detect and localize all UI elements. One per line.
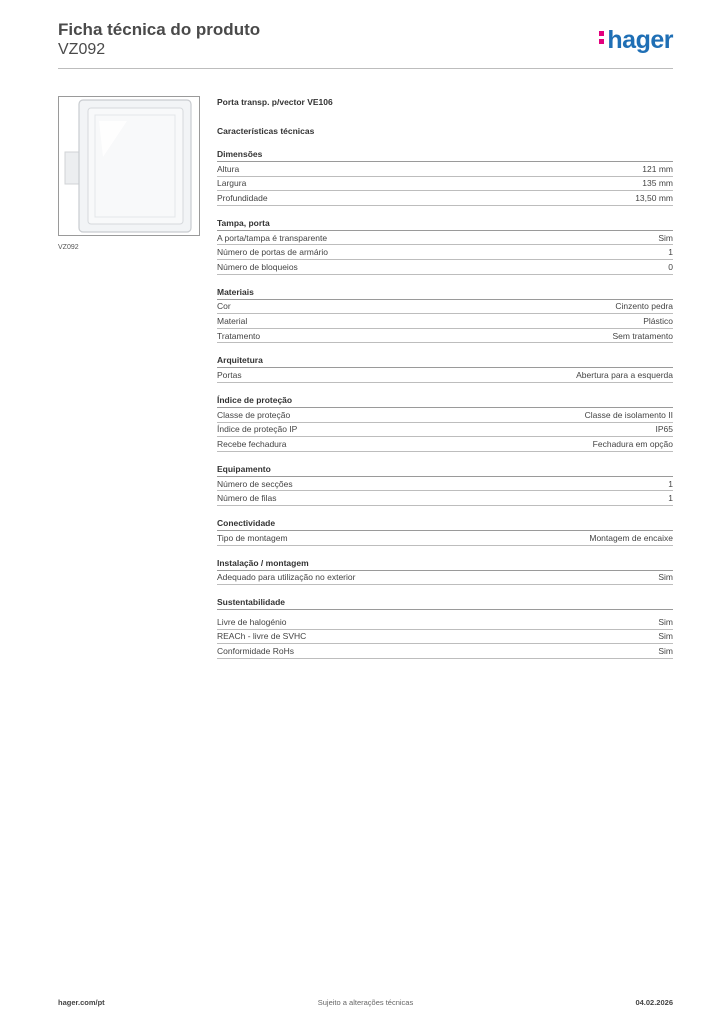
section-title: Materiais: [217, 286, 673, 300]
spec-value: Fechadura em opção: [592, 438, 673, 449]
spec-label: Número de filas: [217, 493, 277, 504]
spec-label: Cor: [217, 301, 231, 312]
spec-row: [217, 644, 673, 659]
section-title: Conectividade: [217, 517, 673, 531]
spec-row: [217, 630, 673, 645]
spec-label: Classe de proteção: [217, 409, 291, 420]
section-title: Tampa, porta: [217, 217, 673, 231]
section-title: Sustentabilidade: [217, 596, 673, 610]
spec-value: 121 mm: [642, 163, 673, 174]
spec-value: Plástico: [643, 315, 673, 326]
spec-row: [217, 300, 673, 315]
spec-section: [217, 463, 673, 506]
spec-row: [217, 329, 673, 344]
spec-value: 1: [668, 247, 673, 258]
spec-label: Número de secções: [217, 478, 293, 489]
footer-date: 04.02.2026: [635, 998, 673, 1007]
spec-row: [217, 177, 673, 192]
spec-value: Sem tratamento: [612, 330, 673, 341]
spec-section: [217, 286, 673, 344]
document-header: [58, 20, 673, 59]
spec-section: [217, 596, 673, 659]
spec-label: Número de portas de armário: [217, 247, 329, 258]
spec-label: Índice de proteção IP: [217, 424, 298, 435]
hager-logo: [599, 26, 673, 54]
spec-label: Altura: [217, 163, 240, 174]
spec-row: [217, 615, 673, 630]
footer-note: Sujeito a alterações técnicas: [317, 998, 414, 1007]
product-name: Porta transp. p/vector VE106: [217, 97, 333, 107]
spec-label: Tratamento: [217, 330, 261, 341]
spec-section: [217, 557, 673, 586]
logo-dots-icon: [599, 28, 605, 47]
image-caption: VZ092: [58, 244, 79, 251]
spec-row: [217, 531, 673, 546]
spec-label: Adequado para utilização no exterior: [217, 572, 356, 583]
spec-section: [217, 217, 673, 275]
spec-row: [217, 260, 673, 275]
spec-value: Abertura para a esquerda: [576, 370, 673, 381]
spec-value: Sim: [658, 616, 673, 627]
spec-value: 1: [668, 493, 673, 504]
spec-section: [217, 148, 673, 206]
spec-label: Livre de halogénio: [217, 616, 287, 627]
spec-value: Sim: [658, 232, 673, 243]
spec-row: [217, 491, 673, 506]
logo-text: hager: [607, 26, 673, 54]
spec-row: [217, 571, 673, 586]
spec-value: 13,50 mm: [635, 192, 673, 203]
spec-section: [217, 394, 673, 452]
spec-label: A porta/tampa é transparente: [217, 232, 328, 243]
spec-label: Recebe fechadura: [217, 438, 287, 449]
spec-label: Conformidade RoHs: [217, 646, 295, 657]
spec-label: Material: [217, 315, 248, 326]
header-divider: [58, 68, 673, 69]
section-title: Dimensões: [217, 148, 673, 162]
spec-section: [217, 517, 673, 546]
spec-row: [217, 437, 673, 452]
spec-row: [217, 162, 673, 177]
spec-row: [217, 231, 673, 246]
spec-row: [217, 314, 673, 329]
spec-row: [217, 408, 673, 423]
spec-label: REACh - livre de SVHC: [217, 631, 307, 642]
spec-value: Montagem de encaixe: [589, 532, 673, 543]
spec-label: Tipo de montagem: [217, 532, 288, 543]
spec-value: Sim: [658, 572, 673, 583]
spec-content: [217, 96, 673, 659]
spec-section: [217, 354, 673, 383]
spec-value: Classe de isolamento II: [584, 409, 673, 420]
product-reference: VZ092: [58, 41, 106, 58]
spec-value: 0: [668, 261, 673, 272]
section-title: Arquitetura: [217, 354, 673, 368]
spec-value: Sim: [658, 646, 673, 657]
spec-label: Portas: [217, 370, 242, 381]
specs-heading: Características técnicas: [217, 126, 315, 136]
spec-value: Sim: [658, 631, 673, 642]
spec-label: Profundidade: [217, 192, 268, 203]
spec-row: [217, 423, 673, 438]
spec-row: [217, 191, 673, 206]
section-title: Equipamento: [217, 463, 673, 477]
footer-website: hager.com/pt: [58, 998, 105, 1007]
spec-value: Cinzento pedra: [615, 301, 673, 312]
spec-label: Largura: [217, 178, 247, 189]
spec-row: [217, 245, 673, 260]
product-photo-icon: [59, 97, 199, 235]
page-title: Ficha técnica do produto: [58, 20, 261, 39]
section-title: Índice de proteção: [217, 394, 673, 408]
spec-row: [217, 477, 673, 492]
spec-value: IP65: [655, 424, 673, 435]
spec-value: 135 mm: [642, 178, 673, 189]
spec-sections: [217, 148, 673, 659]
spec-label: Número de bloqueios: [217, 261, 298, 272]
product-image: [58, 96, 200, 236]
section-title: Instalação / montagem: [217, 557, 673, 571]
spec-value: 1: [668, 478, 673, 489]
spec-row: [217, 368, 673, 383]
